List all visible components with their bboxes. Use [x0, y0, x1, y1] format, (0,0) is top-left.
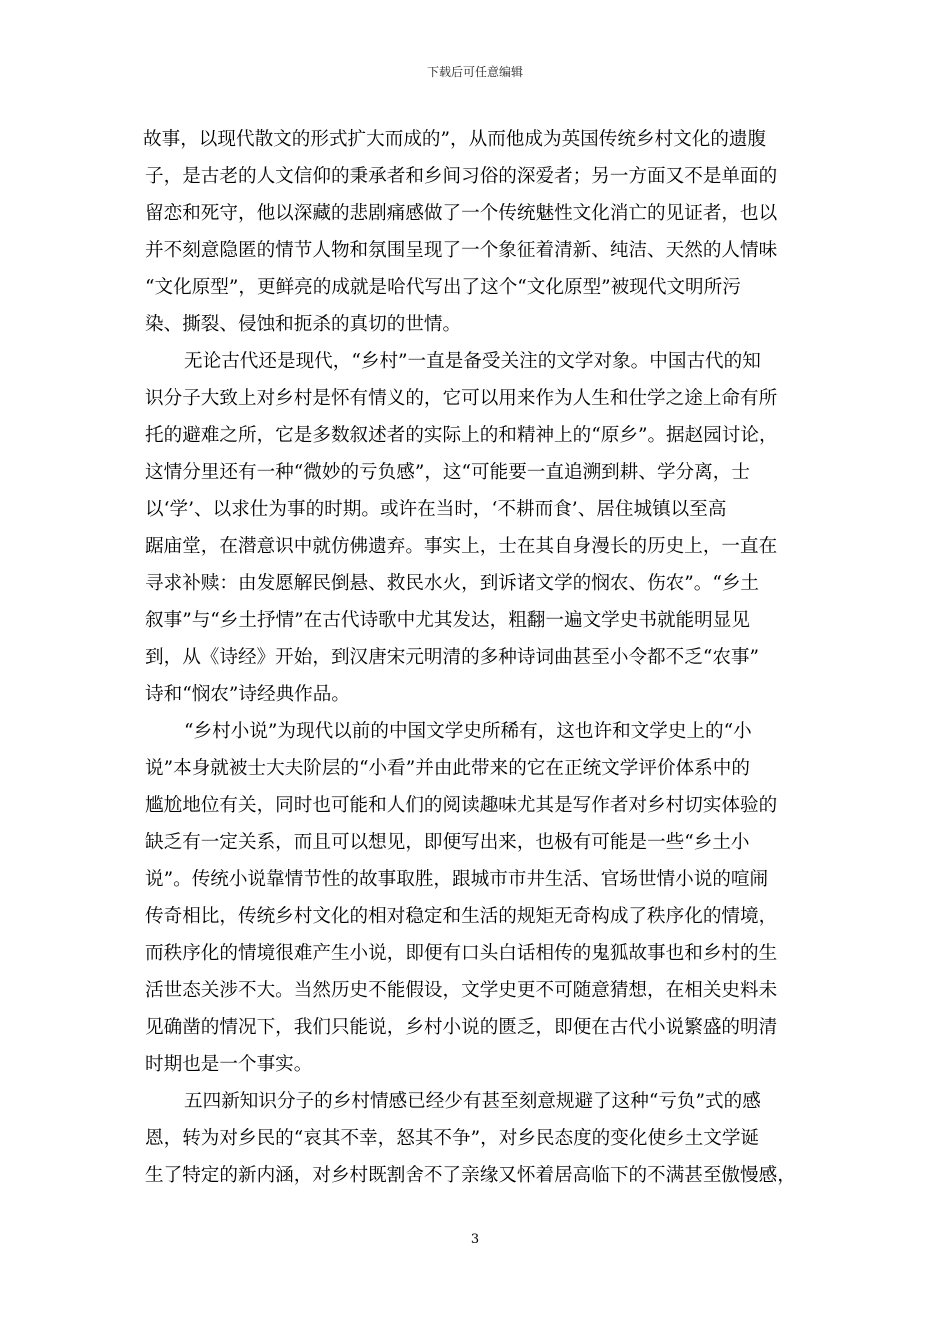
text-line: 识分子大致上对乡村是怀有情义的，它可以用来作为人生和仕学之途上命有所: [145, 388, 778, 409]
text-line: “文化原型”，更鲜亮的成就是哈代写出了这个“文化原型”被现代文明所污: [145, 277, 741, 298]
text-line: 尴尬地位有关，同时也可能和人们的阅读趣味尤其是写作者对乡村切实体验的: [145, 795, 778, 816]
paragraph-2: [145, 343, 809, 713]
text-line: 说”。传统小说靠情节性的故事取胜，跟城市市井生活、官场世情小说的喧闹: [145, 869, 769, 890]
paragraph-1: [145, 121, 809, 343]
text-line: “乡村小说”为现代以前的中国文学史所稀有，这也许和文学史上的“小: [184, 721, 752, 742]
text-line: 说”本身就被士大夫阶层的“小看”并由此带来的它在正统文学评价体系中的: [145, 758, 750, 779]
text-line: 留恋和死守，他以深藏的悲剧痛感做了一个传统魅性文化消亡的见证者，也以: [145, 203, 778, 224]
text-line: 托的避难之所，它是多数叙述者的实际上的和精神上的“原乡”。据赵园讨论，: [145, 425, 778, 446]
text-line: 而秩序化的情境很难产生小说，即便有口头白话相传的鬼狐故事也和乡村的生: [145, 943, 778, 964]
text-line: 到，从《诗经》开始，到汉唐宋元明清的多种诗词曲甚至小令都不乏“农事”: [145, 647, 760, 668]
text-line: 见确凿的情况下，我们只能说，乡村小说的匮乏，即便在古代小说繁盛的明清: [145, 1017, 778, 1038]
body-text: [145, 121, 809, 1194]
text-line: 这情分里还有一种“微妙的亏负感”，这“可能要一直追溯到耕、学分离，士: [145, 462, 750, 483]
text-line: 染、撕裂、侵蚀和扼杀的真切的世情。: [145, 314, 462, 335]
page-number: 3: [470, 1232, 480, 1247]
text-line: 活世态关涉不大。当然历史不能假设，文学史更不可随意猜想，在相关史料未: [145, 980, 778, 1001]
paragraph-3: [145, 713, 809, 1083]
text-line: 寻求补赎：由发愿解民倒悬、救民水火，到诉诸文学的悯农、伤农”。“乡土: [145, 573, 760, 594]
page-header: 下载后可任意编辑: [426, 65, 523, 79]
text-line: 以‘学’、以求仕为事的时期。或许在当时，‘不耕而食’、居住城镇以至高: [145, 499, 727, 520]
text-line: 叙事”与“乡土抒情”在古代诗歌中尤其发达，粗翻一遍文学史书就能明显见: [145, 610, 750, 631]
text-line: 缺乏有一定关系，而且可以想见，即便写出来，也极有可能是一些“乡土小: [145, 832, 750, 853]
text-line: 传奇相比，传统乡村文化的相对稳定和生活的规矩无奇构成了秩序化的情境，: [145, 906, 778, 927]
text-line: 生了特定的新内涵，对乡村既割舍不了亲缘又怀着居高临下的不满甚至傲慢感，: [145, 1165, 796, 1186]
text-line: 时期也是一个事实。: [145, 1054, 313, 1075]
text-line: 五四新知识分子的乡村情感已经少有甚至刻意规避了这种“亏负”式的感: [184, 1091, 761, 1112]
text-line: 恩，转为对乡民的“哀其不幸，怒其不争”，对乡民态度的变化使乡土文学诞: [145, 1128, 760, 1149]
text-line: 踞庙堂，在潜意识中就仿佛遗弃。事实上，士在其自身漫长的历史上，一直在: [145, 536, 778, 557]
text-line: 故事，以现代散文的形式扩大而成的”，从而他成为英国传统乡村文化的遗腹: [143, 129, 767, 150]
paragraph-4: [145, 1083, 809, 1194]
text-line: 并不刻意隐匿的情节人物和氛围呈现了一个象征着清新、纯洁、天然的人情味: [145, 240, 778, 261]
text-line: 无论古代还是现代，“乡村”一直是备受关注的文学对象。中国古代的知: [184, 351, 761, 372]
text-line: 子，是古老的人文信仰的秉承者和乡间习俗的深爱者；另一方面又不是单面的: [145, 166, 778, 187]
text-line: 诗和“悯农”诗经典作品。: [145, 684, 350, 705]
